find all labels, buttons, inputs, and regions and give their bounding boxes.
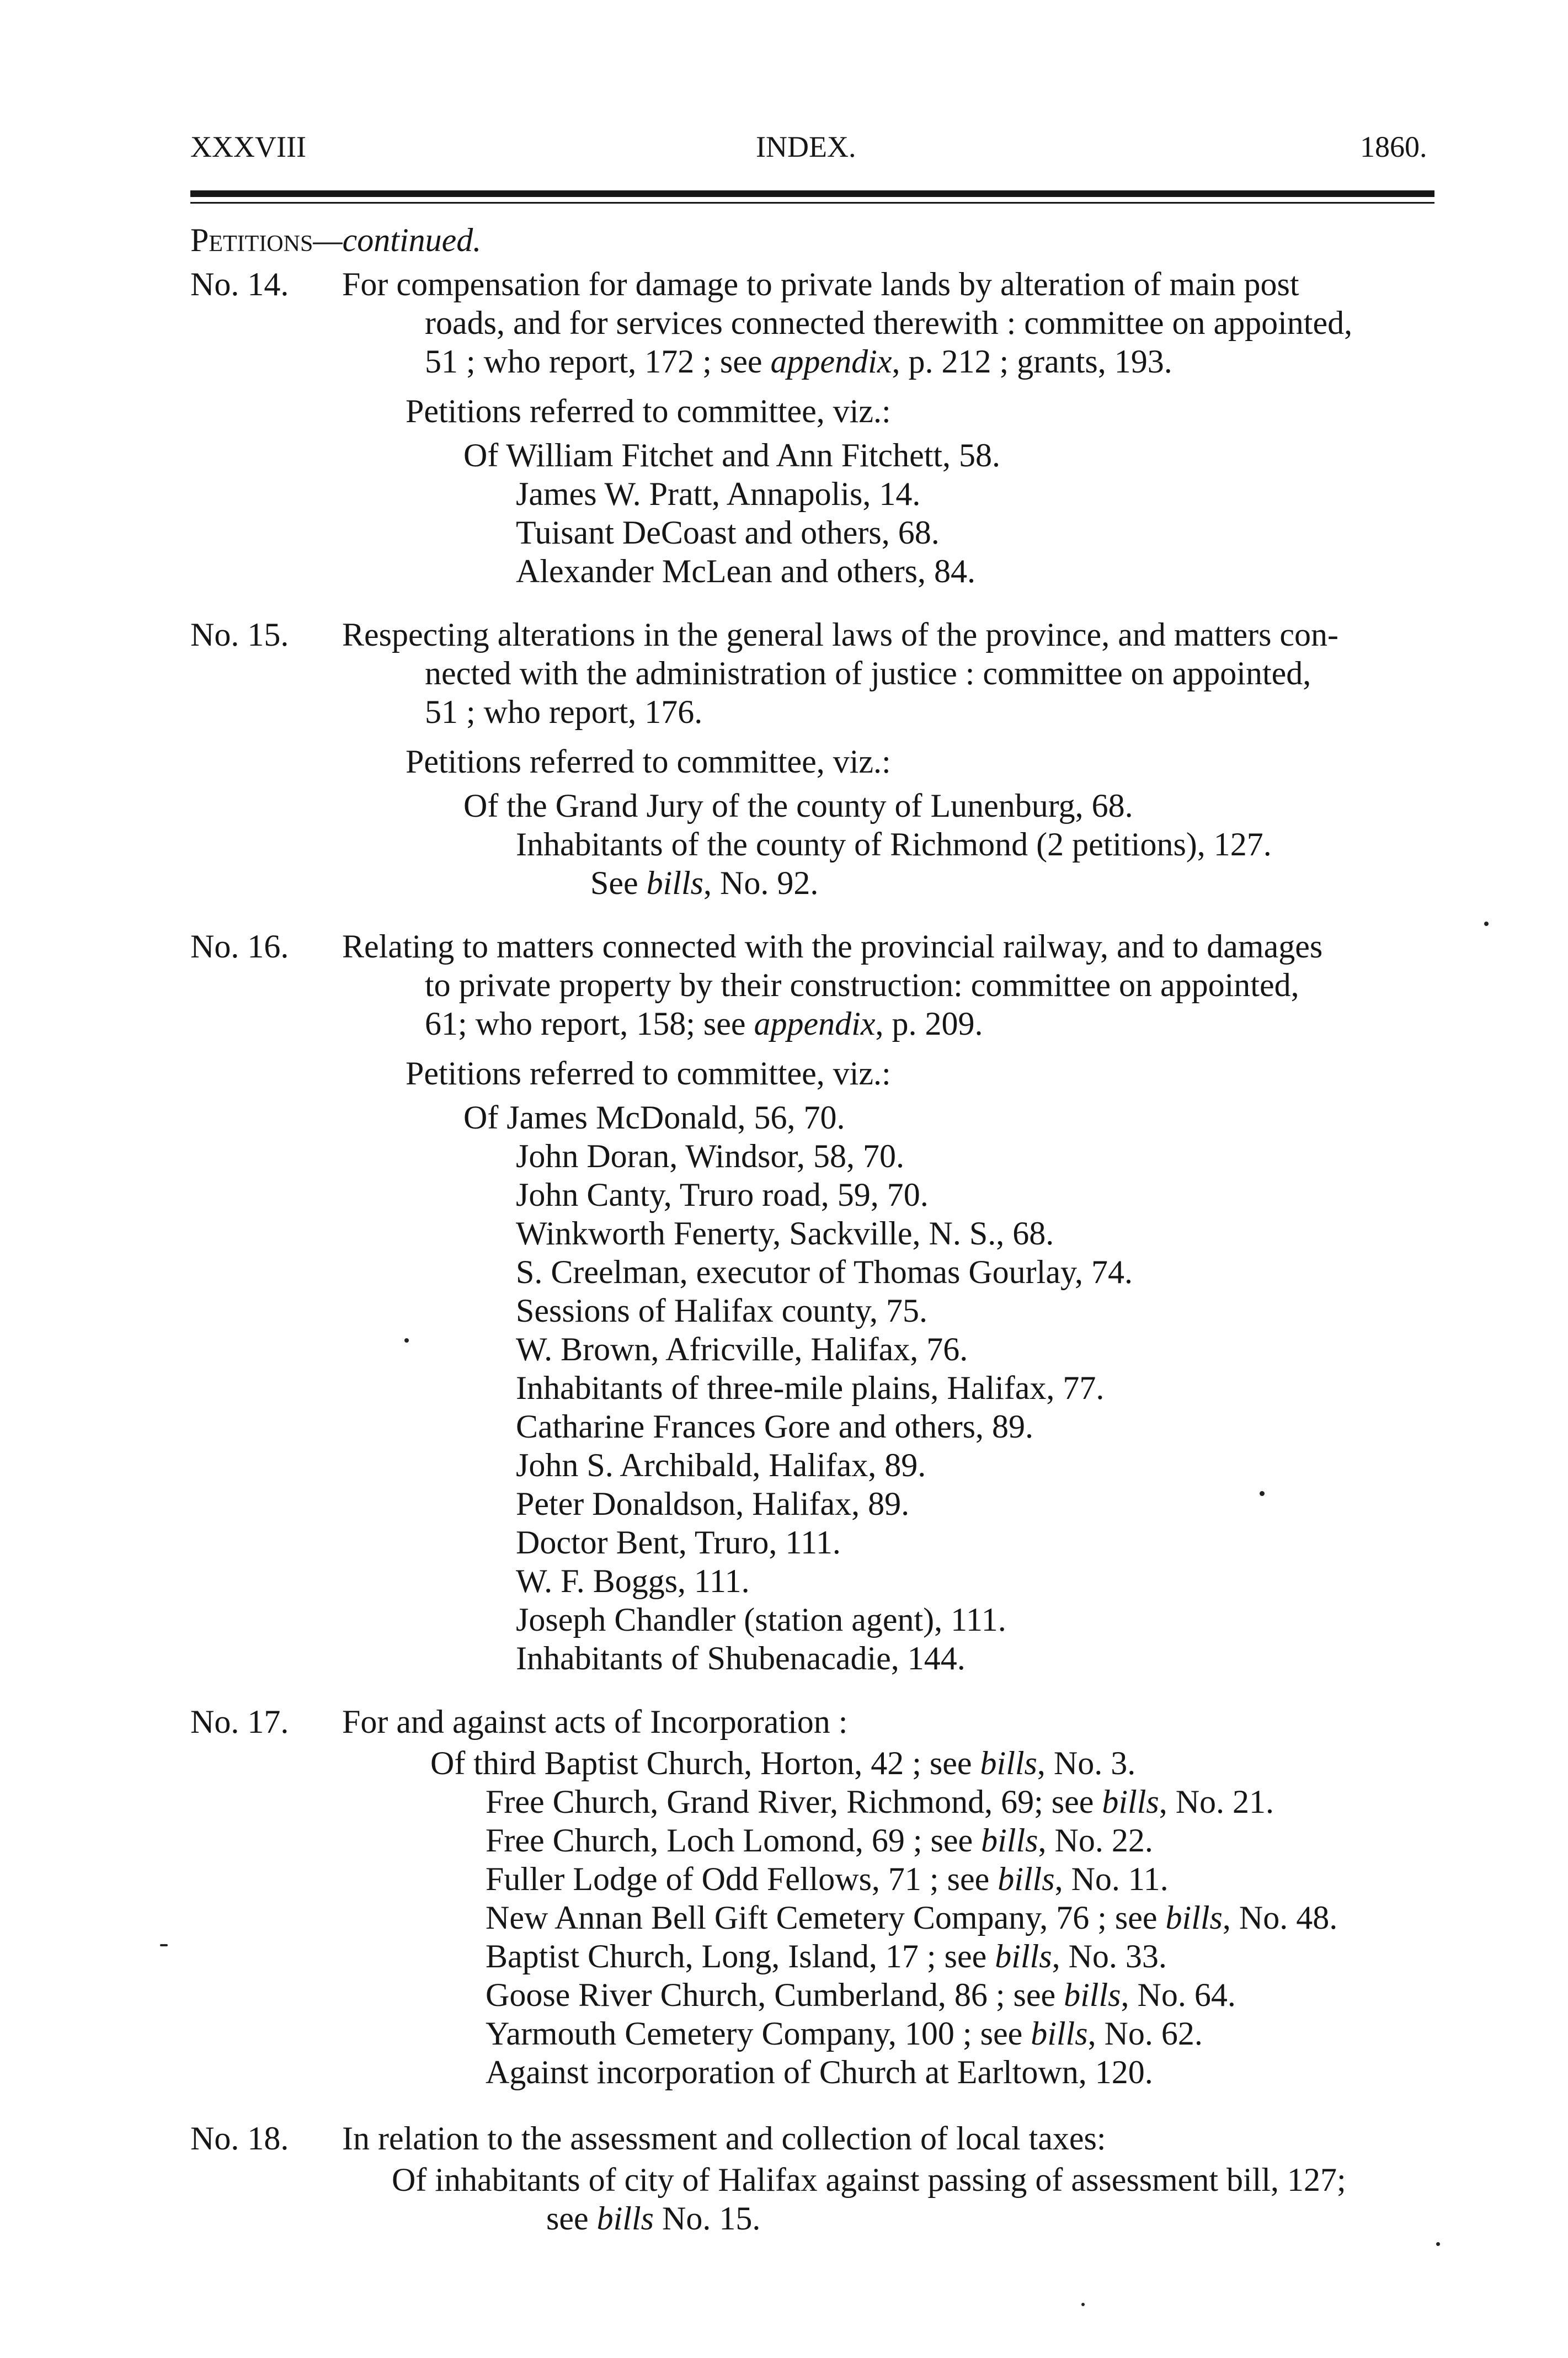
referred-heading: Petitions referred to committee, viz.: (406, 1055, 891, 1092)
text-run: , No. 64. (1121, 1977, 1236, 2013)
section-text-line: 51 ; who report, 176. (425, 694, 703, 730)
petitioner-entry (486, 1937, 1167, 1976)
petitioner-entry: Peter Donaldson, Halifax, 89. (516, 1486, 910, 1522)
header-rule-thick (190, 190, 1434, 197)
petitioner-entry (486, 1860, 1169, 1898)
text-run: New Annan Bell Gift Cemetery Company, 76 ; see (486, 1899, 1166, 1936)
petitioner-entry: W. Brown, Africville, Halifax, 76. (516, 1331, 968, 1367)
petitioner-entry: Of James McDonald, 56, 70. (463, 1099, 845, 1136)
petitioner-entry: John Canty, Truro road, 59, 70. (516, 1177, 929, 1213)
referred-heading: Petitions referred to committee, viz.: (406, 743, 891, 780)
italic-reference: bills (998, 1861, 1055, 1897)
italic-reference: bills (646, 865, 703, 901)
section-text-line (425, 342, 1172, 381)
scan-speck (404, 1338, 409, 1343)
petitioner-entry: Sessions of Halifax county, 75. (516, 1292, 928, 1329)
petitioner-entry: Catharine Frances Gore and others, 89. (516, 1408, 1034, 1445)
section-text-line: nected with the administration of justice : committee on appointed, (425, 655, 1311, 691)
italic-reference: bills (981, 1822, 1038, 1859)
text-run: , No. 92. (703, 865, 819, 901)
text-run: , No. 22. (1038, 1822, 1153, 1859)
section-text-line: Respecting alterations in the general laws of the province, and matters con- (342, 616, 1339, 653)
continued-heading (190, 221, 481, 259)
italic-reference: bills (995, 1938, 1052, 1974)
petitioner-entry: W. F. Boggs, 111. (516, 1563, 750, 1599)
petitioner-entry: Inhabitants of the county of Richmond (2 petitions), 127. (516, 826, 1272, 863)
text-run: Baptist Church, Long, Island, 17 ; see (486, 1938, 995, 1974)
text-run: No. 15. (653, 2200, 761, 2237)
petitioner-entry: Against incorporation of Church at Earltown, 120. (486, 2054, 1153, 2090)
text-run: , p. 209. (875, 1005, 983, 1042)
petitioner-entry: Winkworth Fenerty, Sackville, N. S., 68. (516, 1215, 1054, 1252)
petitioner-entry: S. Creelman, executor of Thomas Gourlay, 74. (516, 1254, 1133, 1290)
petitioner-entry: Tuisant DeCoast and others, 68. (516, 514, 940, 551)
section-text-line: In relation to the assessment and collection of local taxes: (342, 2120, 1106, 2157)
section-text-line: Relating to matters connected with the provincial railway, and to damages (342, 928, 1323, 965)
text-run: Free Church, Grand River, Richmond, 69; see (486, 1784, 1102, 1820)
italic-reference: bills (1064, 1977, 1121, 2013)
text-run: , No. 11. (1054, 1861, 1169, 1897)
header-rule-thin (190, 202, 1434, 204)
petitioner-entry: Of inhabitants of city of Halifax against passing of assessment bill, 127; (392, 2162, 1346, 2198)
italic-reference: bills (1165, 1899, 1223, 1936)
scan-speck (160, 1944, 168, 1946)
section-text-line (425, 1004, 983, 1043)
section-number: No. 16. (190, 928, 289, 965)
section-text-line: to private property by their construction: committee on appointed, (425, 967, 1299, 1003)
text-run: Free Church, Loch Lomond, 69 ; see (486, 1822, 982, 1859)
section-number: No. 18. (190, 2120, 289, 2157)
continued-heading-suffix: —continued. (313, 222, 482, 258)
italic-reference: appendix (754, 1005, 876, 1042)
scan-speck (1436, 2242, 1440, 2246)
italic-reference: bills (980, 1745, 1037, 1781)
continued-heading-main: Petitions (190, 222, 313, 258)
petitioner-entry (486, 1782, 1274, 1821)
petitioner-entry: John S. Archibald, Halifax, 89. (516, 1447, 926, 1483)
text-run: , No. 3. (1037, 1745, 1136, 1781)
text-run: , No. 21. (1159, 1784, 1274, 1820)
petitioner-entry: Doctor Bent, Truro, 111. (516, 1524, 841, 1561)
petitioner-entry (486, 1898, 1337, 1937)
header-folio: XXXVIII (190, 130, 306, 163)
petitioner-entry (486, 1976, 1236, 2014)
section-number: No. 14. (190, 266, 289, 302)
scan-speck (1484, 922, 1489, 926)
petitioner-entry: Of William Fitchet and Ann Fitchett, 58. (463, 437, 1001, 473)
petitioner-entry: Of the Grand Jury of the county of Lunenburg, 68. (463, 787, 1133, 824)
section-number: No. 17. (190, 1704, 289, 1740)
petitioner-entry: John Doran, Windsor, 58, 70. (516, 1138, 905, 1174)
text-run: See (590, 865, 647, 901)
header-title: INDEX. (756, 130, 856, 163)
italic-reference: bills (596, 2200, 654, 2237)
text-run: , No. 33. (1052, 1938, 1167, 1974)
referred-heading: Petitions referred to committee, viz.: (406, 393, 891, 429)
italic-reference: bills (1102, 1784, 1159, 1820)
petitioner-entry: Alexander McLean and others, 84. (516, 553, 976, 589)
italic-reference: appendix (770, 343, 892, 380)
section-text-line: For and against acts of Incorporation : (342, 1704, 848, 1740)
text-run: Of third Baptist Church, Horton, 42 ; see (430, 1745, 980, 1781)
text-run: Goose River Church, Cumberland, 86 ; see (486, 1977, 1064, 2013)
petitioner-entry: James W. Pratt, Annapolis, 14. (516, 476, 921, 512)
italic-reference: bills (1031, 2015, 1088, 2052)
text-run: see (546, 2200, 597, 2237)
see-reference (590, 864, 818, 902)
text-run: , No. 48. (1222, 1899, 1338, 1936)
petitioner-entry: Inhabitants of three-mile plains, Halifax, 77. (516, 1370, 1105, 1406)
scan-speck (1260, 1491, 1265, 1496)
text-run: , No. 62. (1087, 2015, 1203, 2052)
petitioner-entry (486, 2014, 1203, 2053)
section-text-line: roads, and for services connected therewith : committee on appointed, (425, 305, 1353, 341)
text-run: Fuller Lodge of Odd Fellows, 71 ; see (486, 1861, 998, 1897)
section-number: No. 15. (190, 616, 289, 653)
petitioner-entry: Joseph Chandler (station agent), 111. (516, 1601, 1006, 1638)
petitioner-entry (486, 1821, 1153, 1860)
section-text-line: For compensation for damage to private lands by alteration of main post (342, 266, 1299, 302)
petitioner-entry: Inhabitants of Shubenacadie, 144. (516, 1640, 966, 1676)
text-run: Yarmouth Cemetery Company, 100 ; see (486, 2015, 1031, 2052)
header-year: 1860. (1360, 130, 1427, 163)
text-run: 51 ; who report, 172 ; see (425, 343, 771, 380)
petitioner-entry (546, 2199, 760, 2238)
petitioner-entry (430, 1744, 1135, 1782)
scan-speck (1081, 2303, 1085, 2306)
text-run: , p. 212 ; grants, 193. (892, 343, 1172, 380)
text-run: 61; who report, 158; see (425, 1005, 754, 1042)
